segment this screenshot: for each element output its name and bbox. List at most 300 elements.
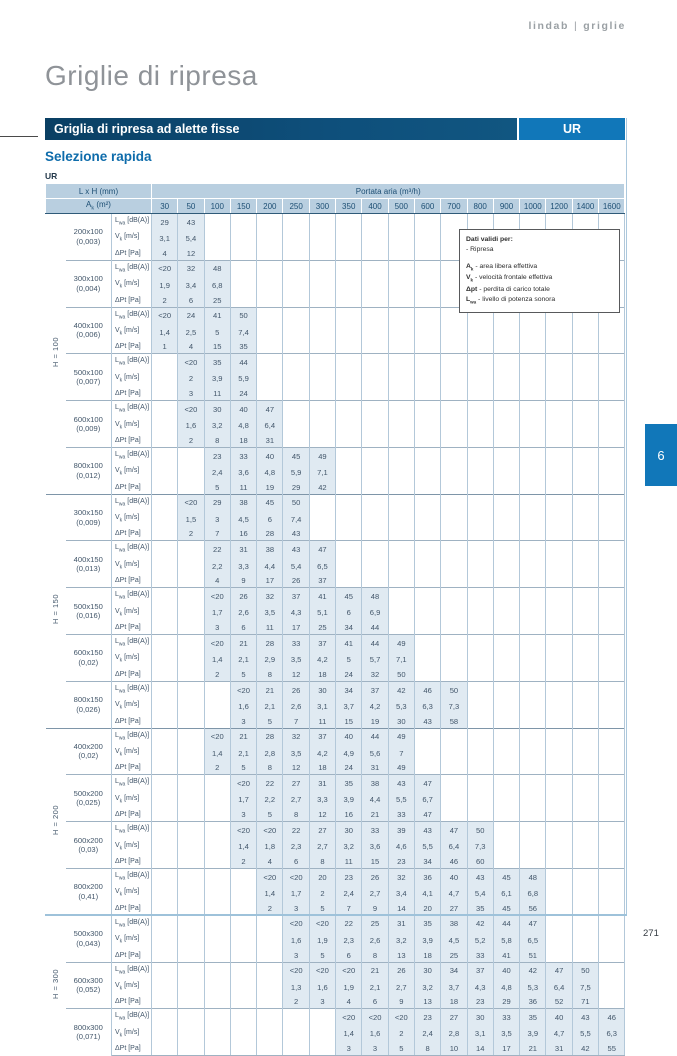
table-cell xyxy=(599,668,625,682)
banner-code: UR xyxy=(519,118,625,140)
table-cell xyxy=(493,855,519,869)
table-cell: 18 xyxy=(441,995,467,1009)
table-cell xyxy=(599,995,625,1009)
table-cell xyxy=(572,915,598,932)
table-cell xyxy=(152,949,178,963)
table-cell xyxy=(178,651,204,667)
table-row xyxy=(46,808,625,822)
table-cell xyxy=(572,481,598,495)
table-cell: 2 xyxy=(309,885,335,901)
table-cell: 31 xyxy=(546,1042,572,1056)
col-header-flow: 500 xyxy=(388,199,414,214)
table-cell: 18 xyxy=(309,668,335,682)
table-cell: 38 xyxy=(230,494,256,511)
table-cell xyxy=(230,868,256,885)
table-cell xyxy=(204,230,230,246)
table-cell xyxy=(388,354,414,371)
page-title: Griglie di ripresa xyxy=(45,60,258,91)
table-cell: 5 xyxy=(204,324,230,340)
table-cell xyxy=(441,605,467,621)
table-cell: 1,6 xyxy=(362,1026,388,1042)
table-cell: 3 xyxy=(362,1042,388,1056)
table-cell xyxy=(572,464,598,480)
table-wrap xyxy=(45,183,625,1056)
table-cell xyxy=(467,494,493,511)
table-cell: 51 xyxy=(520,949,546,963)
h-group-label xyxy=(46,494,66,728)
table-cell xyxy=(493,214,519,231)
table-row xyxy=(46,574,625,588)
table-cell: <20 xyxy=(336,962,362,979)
table-cell: 34 xyxy=(336,621,362,635)
table-cell xyxy=(572,839,598,855)
area-value: (0,007) xyxy=(76,377,101,387)
area-value: (0,052) xyxy=(76,985,101,995)
table-cell xyxy=(572,447,598,464)
table-cell xyxy=(546,494,572,511)
table-cell xyxy=(599,541,625,558)
table-row xyxy=(46,698,625,714)
table-cell xyxy=(152,775,178,792)
table-cell: 14 xyxy=(467,1042,493,1056)
table-cell xyxy=(414,247,440,261)
legend-symbol: $L_{wa}$ xyxy=(466,295,477,305)
table-cell: 48 xyxy=(520,868,546,885)
table-cell xyxy=(257,340,283,354)
table-cell xyxy=(546,605,572,621)
param-label: $V_k$ [m/s] xyxy=(112,324,152,340)
table-cell: 50 xyxy=(230,307,256,324)
param-label: $L_{wa}$ [dB(A)] xyxy=(112,681,152,698)
table-cell xyxy=(599,728,625,745)
brand-separator: | xyxy=(573,20,579,32)
table-cell xyxy=(388,511,414,527)
table-cell xyxy=(178,822,204,839)
table-cell: 4,2 xyxy=(309,651,335,667)
table-cell xyxy=(467,527,493,541)
table-cell xyxy=(493,715,519,729)
size-cell xyxy=(66,354,112,401)
table-cell xyxy=(178,745,204,761)
table-cell: 40 xyxy=(493,962,519,979)
param-label: $L_{wa}$ [dB(A)] xyxy=(112,915,152,932)
table-cell xyxy=(572,574,598,588)
table-cell xyxy=(572,354,598,371)
table-cell xyxy=(362,401,388,418)
table-cell xyxy=(546,387,572,401)
table-cell xyxy=(230,915,256,932)
table-cell: 5,4 xyxy=(467,885,493,901)
table-cell: 15 xyxy=(362,855,388,869)
table-cell: 2,7 xyxy=(388,979,414,995)
table-cell: 6,4 xyxy=(441,839,467,855)
table-cell: 3,5 xyxy=(283,745,309,761)
table-cell xyxy=(362,527,388,541)
table-cell xyxy=(178,932,204,948)
table-cell: 45 xyxy=(493,868,519,885)
table-cell xyxy=(362,434,388,448)
table-cell xyxy=(152,1042,178,1056)
table-cell xyxy=(204,995,230,1009)
param-label: $V_k$ [m/s] xyxy=(112,651,152,667)
table-cell: 18 xyxy=(414,949,440,963)
table-cell xyxy=(362,230,388,246)
param-label: $V_k$ [m/s] xyxy=(112,839,152,855)
table-cell: <20 xyxy=(362,1009,388,1026)
table-cell: 3 xyxy=(178,387,204,401)
table-cell xyxy=(414,494,440,511)
table-cell xyxy=(467,588,493,605)
table-cell: 5 xyxy=(336,651,362,667)
table-cell: 37 xyxy=(283,588,309,605)
table-cell xyxy=(546,868,572,885)
table-row xyxy=(46,1009,625,1026)
table-cell: 1,4 xyxy=(152,324,178,340)
table-cell xyxy=(204,855,230,869)
table-cell xyxy=(362,277,388,293)
param-label: $V_k$ [m/s] xyxy=(112,1026,152,1042)
table-cell: 2 xyxy=(204,761,230,775)
table-cell xyxy=(414,558,440,574)
table-cell xyxy=(441,728,467,745)
table-cell xyxy=(152,447,178,464)
table-cell xyxy=(336,277,362,293)
table-cell: 5 xyxy=(388,1042,414,1056)
table-cell xyxy=(362,260,388,277)
table-cell xyxy=(178,541,204,558)
table-cell xyxy=(152,605,178,621)
table-cell: 5,6 xyxy=(362,745,388,761)
table-cell: <20 xyxy=(336,1009,362,1026)
table-row xyxy=(46,995,625,1009)
table-cell: <20 xyxy=(309,915,335,932)
table-cell: 28 xyxy=(257,728,283,745)
col-header-flow: 30 xyxy=(152,199,178,214)
table-cell: 12 xyxy=(309,808,335,822)
table-cell xyxy=(178,761,204,775)
param-label: $V_k$ [m/s] xyxy=(112,418,152,434)
table-cell xyxy=(572,698,598,714)
table-cell xyxy=(152,651,178,667)
table-cell xyxy=(441,324,467,340)
table-cell: 21 xyxy=(230,728,256,745)
table-cell xyxy=(572,868,598,885)
table-cell: 34 xyxy=(441,962,467,979)
table-cell xyxy=(152,868,178,885)
table-cell xyxy=(152,715,178,729)
table-cell xyxy=(152,588,178,605)
table-cell xyxy=(572,728,598,745)
table-cell xyxy=(414,230,440,246)
table-cell xyxy=(441,511,467,527)
table-cell xyxy=(257,995,283,1009)
table-cell xyxy=(572,418,598,434)
table-cell xyxy=(257,962,283,979)
table-cell xyxy=(467,324,493,340)
table-cell xyxy=(441,401,467,418)
table-cell xyxy=(520,822,546,839)
table-row xyxy=(46,621,625,635)
table-cell: 5 xyxy=(230,668,256,682)
table-cell xyxy=(362,494,388,511)
table-cell: 38 xyxy=(257,541,283,558)
table-cell xyxy=(467,434,493,448)
table-cell: 5 xyxy=(230,761,256,775)
table-cell: 37 xyxy=(309,635,335,652)
note-item: - Ripresa xyxy=(466,246,494,254)
table-cell xyxy=(493,401,519,418)
table-cell xyxy=(520,574,546,588)
table-cell xyxy=(441,651,467,667)
table-cell xyxy=(572,822,598,839)
param-label: ΔPt [Pa] xyxy=(112,1042,152,1056)
table-cell: 3 xyxy=(336,1042,362,1056)
col-header-flow: 1400 xyxy=(572,199,598,214)
table-cell: 5 xyxy=(309,902,335,916)
table-cell: 5,7 xyxy=(362,651,388,667)
col-header-flow: 100 xyxy=(204,199,230,214)
table-cell xyxy=(546,681,572,698)
area-value: (0,012) xyxy=(76,470,101,480)
table-cell xyxy=(546,481,572,495)
table-cell xyxy=(572,651,598,667)
table-cell xyxy=(572,715,598,729)
table-cell: 4,5 xyxy=(441,932,467,948)
table-cell xyxy=(309,494,335,511)
table-cell xyxy=(441,621,467,635)
table-cell xyxy=(467,681,493,698)
table-cell: 25 xyxy=(309,621,335,635)
table-row xyxy=(46,527,625,541)
table-cell: 1,4 xyxy=(230,839,256,855)
table-cell xyxy=(230,247,256,261)
table-cell xyxy=(230,932,256,948)
area-value: (0,025) xyxy=(76,798,101,808)
table-cell xyxy=(493,822,519,839)
param-label: $L_{wa}$ [dB(A)] xyxy=(112,541,152,558)
area-value: (0,016) xyxy=(76,611,101,621)
table-cell: 1,4 xyxy=(204,651,230,667)
table-cell xyxy=(520,447,546,464)
table-cell: 1,6 xyxy=(309,979,335,995)
table-cell xyxy=(546,698,572,714)
table-cell xyxy=(441,745,467,761)
table-cell xyxy=(257,979,283,995)
table-cell xyxy=(257,371,283,387)
table-cell xyxy=(152,962,178,979)
table-cell xyxy=(599,822,625,839)
table-cell xyxy=(546,447,572,464)
table-cell: 14 xyxy=(388,902,414,916)
table-cell xyxy=(178,949,204,963)
table-cell: 7,4 xyxy=(230,324,256,340)
table-cell: 6 xyxy=(362,995,388,1009)
table-cell: 16 xyxy=(336,808,362,822)
table-cell: 3,1 xyxy=(152,230,178,246)
table-cell xyxy=(152,745,178,761)
table-cell: 2,8 xyxy=(257,745,283,761)
table-cell: 18 xyxy=(309,761,335,775)
table-cell: 43 xyxy=(467,868,493,885)
table-cell: 24 xyxy=(336,761,362,775)
table-cell xyxy=(599,885,625,901)
table-cell xyxy=(546,558,572,574)
table-cell: 7,1 xyxy=(388,651,414,667)
table-cell: 44 xyxy=(230,354,256,371)
table-cell: 7 xyxy=(336,902,362,916)
table-cell xyxy=(441,635,467,652)
table-row xyxy=(46,715,625,729)
table-cell xyxy=(441,340,467,354)
table-cell: 50 xyxy=(283,494,309,511)
table-cell xyxy=(388,371,414,387)
table-cell: 5 xyxy=(309,949,335,963)
table-cell: 37 xyxy=(309,728,335,745)
table-cell: 4,4 xyxy=(257,558,283,574)
table-cell xyxy=(520,340,546,354)
table-cell xyxy=(362,247,388,261)
table-cell: 5,1 xyxy=(309,605,335,621)
table-cell xyxy=(388,340,414,354)
table-cell: 24 xyxy=(178,307,204,324)
table-cell xyxy=(572,761,598,775)
table-cell: 6 xyxy=(283,855,309,869)
table-cell: 2,7 xyxy=(362,885,388,901)
table-cell xyxy=(257,324,283,340)
table-cell: 23 xyxy=(467,995,493,1009)
table-cell: 12 xyxy=(283,761,309,775)
table-cell xyxy=(520,434,546,448)
banner xyxy=(45,118,625,140)
table-cell xyxy=(283,1026,309,1042)
table-cell xyxy=(178,995,204,1009)
table-cell xyxy=(204,1009,230,1026)
table-cell: 33 xyxy=(388,808,414,822)
table-row xyxy=(46,822,625,839)
table-cell: 9 xyxy=(388,995,414,1009)
brand xyxy=(528,20,626,32)
param-label: $V_k$ [m/s] xyxy=(112,464,152,480)
table-cell: 40 xyxy=(441,868,467,885)
table-cell xyxy=(388,574,414,588)
table-cell xyxy=(493,635,519,652)
table-cell xyxy=(178,885,204,901)
table-cell xyxy=(309,294,335,308)
table-cell: 37 xyxy=(362,681,388,698)
table-cell: 15 xyxy=(204,340,230,354)
table-cell xyxy=(414,387,440,401)
table-cell xyxy=(572,635,598,652)
table-cell: 6 xyxy=(230,621,256,635)
table-cell: 6,8 xyxy=(520,885,546,901)
table-cell xyxy=(467,481,493,495)
table-cell xyxy=(572,621,598,635)
table-cell xyxy=(599,214,625,231)
table-cell xyxy=(388,434,414,448)
table-cell xyxy=(178,481,204,495)
table-cell: 2 xyxy=(152,294,178,308)
table-cell xyxy=(599,745,625,761)
param-label: $V_k$ [m/s] xyxy=(112,230,152,246)
table-cell xyxy=(546,354,572,371)
note-items xyxy=(466,245,613,255)
table-cell: 26 xyxy=(283,574,309,588)
table-cell: 24 xyxy=(336,668,362,682)
h-group-label xyxy=(46,915,66,1055)
table-cell xyxy=(467,387,493,401)
table-row xyxy=(46,541,625,558)
param-label: $L_{wa}$ [dB(A)] xyxy=(112,962,152,979)
legend-symbol: Δpt xyxy=(466,285,478,293)
table-cell xyxy=(599,401,625,418)
table-cell xyxy=(309,511,335,527)
table-cell: 40 xyxy=(546,1009,572,1026)
table-cell xyxy=(257,277,283,293)
table-row xyxy=(46,401,625,418)
size-value: 500x100 xyxy=(73,367,103,377)
table-cell xyxy=(520,715,546,729)
param-label: $V_k$ [m/s] xyxy=(112,605,152,621)
table-cell: <20 xyxy=(178,354,204,371)
table-cell: 1,9 xyxy=(336,979,362,995)
size-cell xyxy=(66,728,112,775)
table-cell: 1,9 xyxy=(152,277,178,293)
param-label: $V_k$ [m/s] xyxy=(112,745,152,761)
table-cell xyxy=(546,340,572,354)
table-cell xyxy=(599,715,625,729)
param-label: $V_k$ [m/s] xyxy=(112,932,152,948)
table-cell: 4,8 xyxy=(257,464,283,480)
table-cell: <20 xyxy=(283,868,309,885)
table-cell xyxy=(283,260,309,277)
table-cell xyxy=(467,401,493,418)
table-cell: 2 xyxy=(257,902,283,916)
table-row xyxy=(46,481,625,495)
table-cell: 3 xyxy=(204,621,230,635)
table-cell: 1,7 xyxy=(204,605,230,621)
table-cell: 3,9 xyxy=(204,371,230,387)
table-cell xyxy=(493,588,519,605)
table-cell: 52 xyxy=(546,995,572,1009)
table-cell xyxy=(204,681,230,698)
table-cell: 7,4 xyxy=(283,511,309,527)
table-cell: 7,1 xyxy=(309,464,335,480)
table-cell xyxy=(204,1042,230,1056)
section-tab: 6 xyxy=(645,424,677,486)
param-label: $L_{wa}$ [dB(A)] xyxy=(112,1009,152,1026)
table-cell xyxy=(388,418,414,434)
size-cell xyxy=(66,588,112,635)
table-cell: 3,2 xyxy=(414,979,440,995)
size-value: 200x100 xyxy=(73,227,103,237)
table-cell xyxy=(414,307,440,324)
table-cell: 7,3 xyxy=(467,839,493,855)
table-cell: 2,1 xyxy=(362,979,388,995)
table-cell xyxy=(493,354,519,371)
table-cell xyxy=(152,494,178,511)
table-cell: 21 xyxy=(520,1042,546,1056)
note-legend xyxy=(466,262,613,306)
table-cell xyxy=(309,324,335,340)
table-cell xyxy=(599,868,625,885)
table-cell xyxy=(599,681,625,698)
table-cell xyxy=(152,401,178,418)
size-cell xyxy=(66,962,112,1009)
table-cell: 6,1 xyxy=(493,885,519,901)
size-value: 500x300 xyxy=(73,929,103,939)
table-cell xyxy=(572,885,598,901)
area-value: (0,03) xyxy=(78,845,99,855)
